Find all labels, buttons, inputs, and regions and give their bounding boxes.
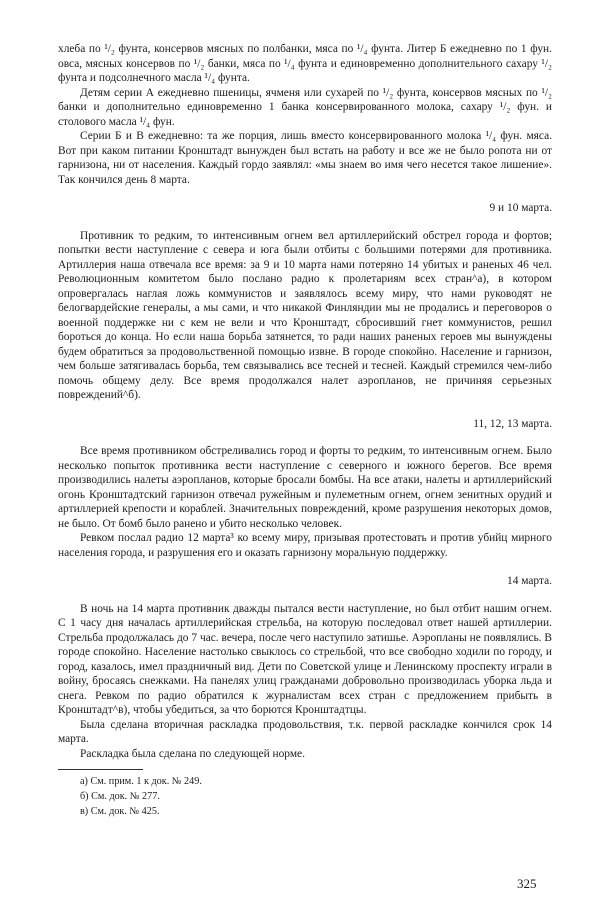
date-heading-14-march: 14 марта.	[507, 575, 552, 587]
footnote-v: в) См. док. № 425.	[80, 806, 160, 817]
document-page	[58, 42, 552, 819]
footnote-divider	[58, 769, 143, 770]
date-heading-9-10-march: 9 и 10 марта.	[489, 202, 552, 214]
paragraph-series-b-v: Серии Б и В ежедневно: та же порция, лишь вместо консервированного молока ¹/₄ фун. мяса. Вот при каком питании Кронштадт вынужден был встать на работу и все же не было ропота ни от гарнизона, ни от населения. Каждый гордо заявлял: «мы знаем во имя чего несется такое лишение». Так кончился день 8 марта.	[58, 130, 552, 186]
paragraph-ration-norms: хлеба по ¹/₂ фунта, консервов мясных по полбанки, мяса по ¹/₄ фунта. Литер Б ежедневно по 1 фун. овса, мясных консервов по ¹/₂ банки, мяса по ¹/₄ фунта и единовременно дополнительного сахару ¹/₂ фунта и подсолнечного масла ¹/₄ фунта.	[58, 43, 552, 84]
footnote-b: б) См. док. № 277.	[80, 791, 160, 802]
paragraph-11-13-march: Все время противником обстреливались город и форты то редким, то интенсивным огнем. Было несколько попыток противника вести наступление с северного и южного берегов. Все время производились налеты аэропланов, которые бросали бомбы. На все атаки, налеты и артиллерийский огонь Кронштадтский гарнизон отвечал ружейным и пулеметным огнем, огнем зенитных орудий и артиллерией крепости и кораблей. Значительных повреждений, кроме разрушения некоторых домов, не было. От бомб было ранено и убито несколько человек.	[58, 445, 552, 530]
paragraph-ration-norm-intro: Раскладка была сделана по следующей норме.	[80, 747, 305, 760]
paragraph-9-10-march: Противник то редким, то интенсивным огнем вел артиллерийский обстрел города и фортов; попытки вести наступление с севера и юга были отбиты с большими потерями для противника. Артиллерия наша отвечала все время: за 9 и 10 марта нами потеряно 14 убитых и раненых 46 чел. Революционным комитетом было послано радио к пролетариям всех стран^а), в котором опровергалась наглая ложь коммунистов и заявлялось всему миру, что нами руководят не белогвардейские генералы, а мы сами, и что никакой Финляндии мы не продались и переговоров о военной поддержке ни с кем не вели и что Кронштадт, сбросивший гнет коммунистов, решил бороться до конца. Но если наша борьба затянется, то ради наших раненых героев мы вынуждены будем обратиться за продовольственной помощью извне. В городе спокойно. Население и гарнизон, чем больше затягивалась борьба, тем связывались все тесней и тесней. Каждый стремился чем-либо помочь общему делу. Все время продолжался налет аэропланов, не причиняя серьезных повреждений^б).	[58, 229, 552, 401]
date-heading-11-13-march: 11, 12, 13 марта.	[473, 417, 552, 430]
footnote-a: а) См. прим. 1 к док. № 249.	[80, 776, 202, 787]
paragraph-second-ration: Была сделана вторичная раскладка продовольствия, т.к. первой раскладке кончился срок 14 марта.	[58, 718, 552, 745]
page-number: 325	[517, 876, 537, 891]
paragraph-children-series-a: Детям серии А ежедневно пшеницы, ячменя или сухарей по ¹/₂ фунта, консервов мясных по ¹/₂ банки и дополнительно единовременно 1 банка консервированного молока, сахару ¹/₂ фун. и столового масла ¹/₄ фун.	[58, 86, 552, 128]
paragraph-14-march: В ночь на 14 марта противник дважды пытался вести наступление, но был отбит нашим огнем. С 1 часу дня началась артиллерийская стрельба, на которую последовал ответ нашей артиллерии. Стрельба продолжалась до 7 час. вечера, после чего наступило затишье. Аэропланы не появлялись. В городе спокойно. Население настолько свыклось со стрельбой, что все свободно ходили по городу, и город, казалось, имел праздничный вид. Дети по Советской улице и Ленинскому проспекту играли в войну, бросаясь снежками. На панелях улиц гражданами добровольно производилась уборка льда и снега. Ревком по радио обратился к журналистам всех стран с предложением прибыть в Кронштадт^в), чтобы убедиться, за что борются Кронштадтцы.	[58, 602, 552, 716]
paragraph-revkom-radio: Ревком послал радио 12 марта³ ко всему миру, призывая протестовать и против убийц мирного населения города, и разрушения его и оказать гарнизону моральную поддержку.	[58, 532, 552, 559]
